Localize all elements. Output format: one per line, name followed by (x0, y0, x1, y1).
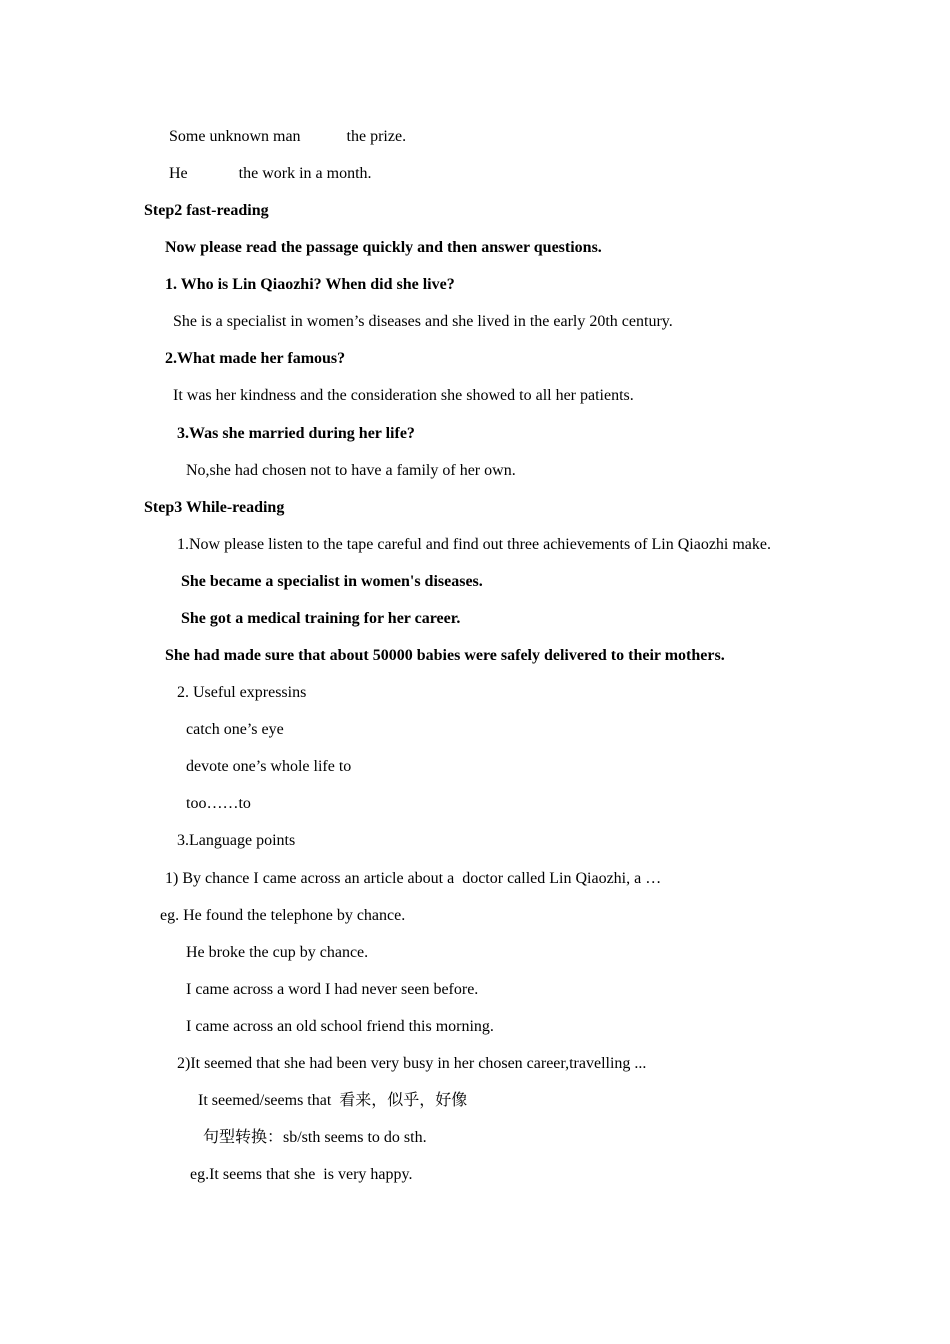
achievement-1: She became a specialist in women's diseases. (181, 573, 483, 590)
example-1: eg. He found the telephone by chance. (160, 907, 406, 924)
step3-heading: Step3 While-reading (144, 499, 285, 516)
answer-1: She is a specialist in women’s diseases and she lived in the early 20th century. (173, 313, 673, 330)
expression-2: devote one’s whole life to (186, 758, 352, 775)
language-point-2-transform: 句型转换：sb/sth seems to do sth. (203, 1129, 427, 1146)
question-1: 1. Who is Lin Qiaozhi? When did she live? (165, 276, 455, 293)
sentence-1-part-a: Some unknown man (169, 128, 301, 145)
example-4: I came across an old school friend this morning. (186, 1018, 494, 1035)
achievement-3: She had made sure that about 50000 babies were safely delivered to their mothers. (165, 647, 725, 664)
language-point-1: 1) By chance I came across an article about a doctor called Lin Qiaozhi, a … (165, 870, 662, 887)
step2-instruction: Now please read the passage quickly and then answer questions. (165, 239, 602, 256)
language-point-2-example: eg.It seems that she is very happy. (190, 1166, 413, 1183)
expression-3: too……to (186, 795, 251, 812)
example-3: I came across a word I had never seen before. (186, 981, 479, 998)
sentence-1-part-b: the prize. (346, 128, 407, 145)
fill-blank-sentence-1 (169, 127, 406, 147)
answer-2: It was her kindness and the consideration she showed to all her patients. (173, 387, 634, 404)
question-3: 3.Was she married during her life? (177, 425, 415, 442)
fill-blank-sentence-2 (169, 164, 372, 184)
achievement-2: She got a medical training for her career. (181, 610, 461, 627)
expression-1: catch one’s eye (186, 721, 284, 738)
sentence-2-part-a: He (169, 165, 188, 182)
useful-expressions-heading: 2. Useful expressins (177, 684, 307, 701)
sentence-2-part-b: the work in a month. (238, 165, 372, 182)
while-reading-task-1: 1.Now please listen to the tape careful and find out three achievements of Lin Qiaozhi make. (177, 536, 772, 553)
language-point-2: 2)It seemed that she had been very busy in her chosen career,travelling ... (177, 1055, 647, 1072)
language-points-heading: 3.Language points (177, 832, 296, 849)
example-2: He broke the cup by chance. (186, 944, 369, 961)
language-point-2-meaning: It seemed/seems that 看来，似乎，好像 (198, 1092, 468, 1109)
question-2: 2.What made her famous? (165, 350, 346, 367)
answer-3: No,she had chosen not to have a family of her own. (186, 462, 516, 479)
step2-heading: Step2 fast-reading (144, 202, 269, 219)
